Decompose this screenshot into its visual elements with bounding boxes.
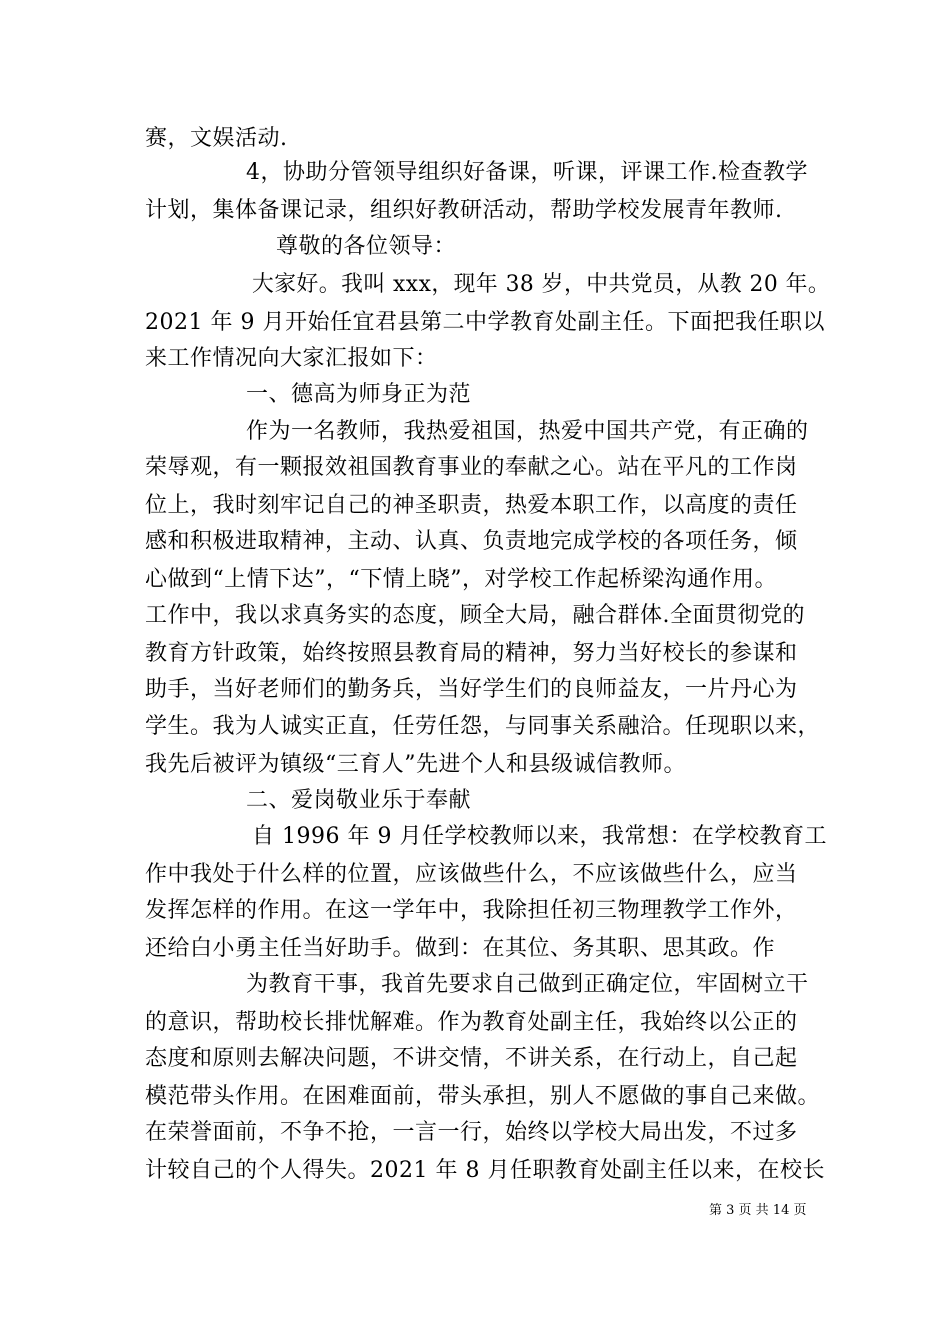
text-line: 助手，当好老师们的勤务兵，当好学生们的良师益友，一片丹心为 — [145, 677, 798, 702]
text-line: 发挥怎样的作用。在这一学年中，我除担任初三物理教学工作外， — [145, 898, 798, 923]
text-line: 感和积极进取精神，主动、认真、负责地完成学校的各项任务，倾 — [145, 529, 798, 554]
text-line: 自 1996 年 9 月任学校教师以来，我常想：在学校教育工 — [252, 824, 827, 849]
text-line: 学生。我为人诚实正直，任劳任怨，与同事关系融洽。任现职以来， — [145, 714, 821, 739]
text-line: 来工作情况向大家汇报如下： — [145, 346, 438, 371]
text-line: 态度和原则去解决问题，不讲交情，不讲关系，在行动上，自己起 — [145, 1046, 798, 1071]
text-line: 的意识，帮助校长排忧解难。作为教育处副主任，我始终以公正的 — [145, 1010, 798, 1035]
text-line: 还给白小勇主任当好助手。做到：在其位、务其职、思其政。作 — [145, 936, 776, 961]
text-line: 2021 年 9 月开始任宜君县第二中学教育处副主任。下面把我任职以 — [145, 310, 825, 335]
text-line: 在荣誉面前，不争不抢，一言一行，始终以学校大局出发，不过多 — [145, 1120, 798, 1145]
text-line: 4，协助分管领导组织好备课，听课，评课工作.检查教学 — [246, 160, 808, 185]
text-line: 作中我处于什么样的位置，应该做些什么，不应该做些什么，应当 — [145, 862, 798, 887]
text-line: 心做到“上情下达”，“下情上晓”，对学校工作起桥梁沟通作用。 — [145, 567, 777, 592]
section-heading: 二、爱岗敬业乐于奉献 — [246, 788, 472, 813]
text-line: 荣辱观，有一颗报效祖国教育事业的奉献之心。站在平凡的工作岗 — [145, 455, 798, 480]
text-line: 我先后被评为镇级“三育人”先进个人和县级诚信教师。 — [145, 752, 686, 777]
text-line: 计较自己的个人得失。2021 年 8 月任职教育处副主任以来，在校长 — [145, 1158, 825, 1183]
text-line: 赛，文娱活动. — [145, 126, 288, 151]
text-line: 教育方针政策，始终按照县教育局的精神，努力当好校长的参谋和 — [145, 641, 798, 666]
section-heading: 一、德高为师身正为范 — [246, 382, 472, 407]
text-line: 位上，我时刻牢记自己的神圣职责，热爱本职工作，以高度的责任 — [145, 493, 798, 518]
text-line: 尊敬的各位领导： — [276, 234, 457, 259]
text-line: 工作中，我以求真务实的态度，顾全大局，融合群体.全面贯彻党的 — [145, 603, 805, 628]
text-line: 大家好。我叫 xxx，现年 38 岁，中共党员，从教 20 年。 — [252, 272, 831, 297]
text-line: 作为一名教师，我热爱祖国，热爱中国共产党，有正确的 — [246, 419, 809, 444]
text-line: 为教育干事，我首先要求自己做到正确定位，牢固树立干 — [246, 972, 809, 997]
text-line: 计划，集体备课记录，组织好教研活动，帮助学校发展青年教师. — [145, 198, 783, 223]
text-line: 模范带头作用。在困难面前，带头承担，别人不愿做的事自己来做。 — [145, 1084, 821, 1109]
page-number-footer: 第 3 页 共 14 页 — [709, 1203, 807, 1218]
